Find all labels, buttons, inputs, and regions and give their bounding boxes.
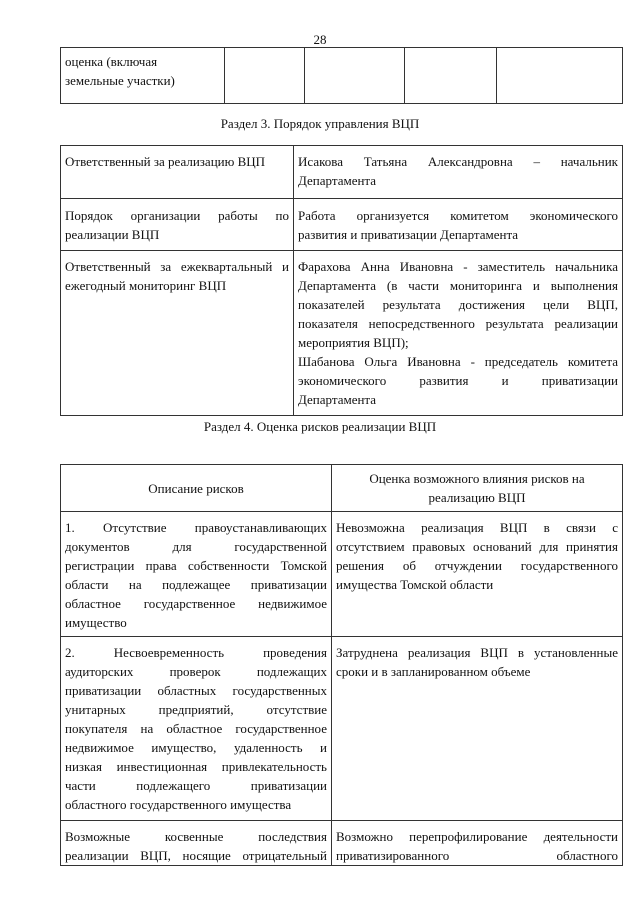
section3-title: Раздел 3. Порядок управления ВЦП — [220, 116, 420, 131]
management-table — [60, 145, 623, 416]
risk-table — [60, 464, 623, 866]
cell-text-line: сроки и в запланированном объеме — [336, 664, 531, 679]
cell-text-line: Фарахова Анна Ивановна - заместитель начальника — [298, 259, 618, 274]
cell-text-line: унитарных предприятий, отсутствие — [65, 702, 327, 717]
table-row — [61, 251, 623, 416]
cell-text-line: приватизированного областного — [336, 848, 618, 863]
row-label: Ответственный за реализацию ВЦП — [65, 154, 266, 169]
table-row — [61, 146, 623, 199]
column-header — [61, 465, 332, 512]
table-row — [61, 637, 623, 821]
cell-text-line: аудиторских проверок подлежащих — [65, 664, 327, 679]
cell-text-line: отсутствием правовых оснований для принятия — [336, 539, 618, 554]
cell-text-line: показателя непосредственного результата реализации — [298, 316, 618, 331]
cell-text-line: 2. Несвоевременность проведения — [65, 645, 327, 660]
table-row — [61, 821, 623, 866]
continuation-table — [60, 47, 623, 104]
column-header — [332, 465, 623, 512]
cell-text-line: экономического развития и приватизации — [298, 373, 618, 388]
cell-text-line: решения об отчуждении государственного — [336, 558, 618, 573]
table-cell — [294, 146, 623, 199]
table-cell — [332, 821, 623, 866]
cell-text-line: приватизации областных государственных — [65, 683, 327, 698]
column-header-text: реализацию ВЦП — [428, 490, 526, 505]
cell-text-line: Порядок организации работы по — [65, 208, 289, 223]
cell-text-line: недвижимое имущество, удаленность и — [65, 740, 327, 755]
table-cell — [294, 251, 623, 416]
table-cell — [294, 199, 623, 251]
table-row — [61, 48, 623, 104]
cell-text-line: низкая инвестиционная привлекательность — [65, 759, 327, 774]
cell-text-line: Возможно перепрофилирование деятельности — [336, 829, 618, 844]
table-cell — [61, 48, 225, 104]
table-cell — [61, 637, 332, 821]
cell-text-line: Возможные косвенные последствия — [65, 829, 327, 844]
cell-text-line: Департамента (в части мониторинга и выполнения — [298, 278, 618, 293]
column-header-text: Оценка возможного влияния рисков на — [369, 471, 585, 486]
cell-text-line: регистрации права собственности Томской — [65, 558, 327, 573]
cell-text-line: Затруднена реализация ВЦП в установленные — [336, 645, 618, 660]
cell-text-line: областного государственного имущества — [65, 797, 292, 812]
cell-text-line: части подлежащего приватизации — [65, 778, 327, 793]
table-cell — [61, 251, 294, 416]
table-cell — [61, 821, 332, 866]
page-number: 28 — [313, 32, 327, 47]
cell-text-line: Департамента — [298, 173, 377, 188]
cell-text-line: реализации ВЦП — [65, 227, 160, 242]
cell-text-line: показателей результата достижения цели ВЦП, — [298, 297, 618, 312]
table-cell — [497, 48, 623, 104]
cell-text-line: развития и приватизации Департамента — [298, 227, 519, 242]
table-row — [61, 512, 623, 637]
cell-text-line: оценка (включая — [65, 54, 158, 69]
cell-text-line: Невозможна реализация ВЦП в связи с — [336, 520, 618, 535]
cell-text-line: ежегодный мониторинг ВЦП — [65, 278, 227, 293]
table-cell — [61, 199, 294, 251]
table-cell — [61, 146, 294, 199]
cell-text-line: Департамента — [298, 392, 377, 407]
cell-text-line: имущества Томской области — [336, 577, 494, 592]
column-header-text: Описание рисков — [148, 480, 244, 496]
table-cell — [405, 48, 497, 104]
cell-text-line: 1. Отсутствие правоустанавливающих — [65, 520, 327, 535]
cell-text-line: областное государственное недвижимое — [65, 596, 327, 611]
table-header-row — [61, 465, 623, 512]
cell-text-line: имущество — [65, 615, 127, 630]
cell-text-line: покупателя на областное государственное — [65, 721, 327, 736]
cell-text-line: документов для государственной — [65, 539, 327, 554]
table-cell — [305, 48, 405, 104]
cell-text-line: области на подлежащее приватизации — [65, 577, 327, 592]
cell-text-line: реализации ВЦП, носящие отрицательный — [65, 848, 327, 863]
cell-text-line: земельные участки) — [65, 73, 175, 88]
cell-text-line: Шабанова Ольга Ивановна - председатель комитета — [298, 354, 618, 369]
table-cell — [225, 48, 305, 104]
cell-text-line: мероприятия ВЦП); — [298, 335, 409, 350]
table-row — [61, 199, 623, 251]
table-cell — [332, 637, 623, 821]
table-cell — [332, 512, 623, 637]
table-cell — [61, 512, 332, 637]
cell-text-line: Работа организуется комитетом экономического — [298, 208, 618, 223]
cell-text-line: Ответственный за ежеквартальный и — [65, 259, 289, 274]
section4-title: Раздел 4. Оценка рисков реализации ВЦП — [203, 419, 437, 434]
cell-text-line: Исакова Татьяна Александровна – начальник — [298, 154, 618, 169]
